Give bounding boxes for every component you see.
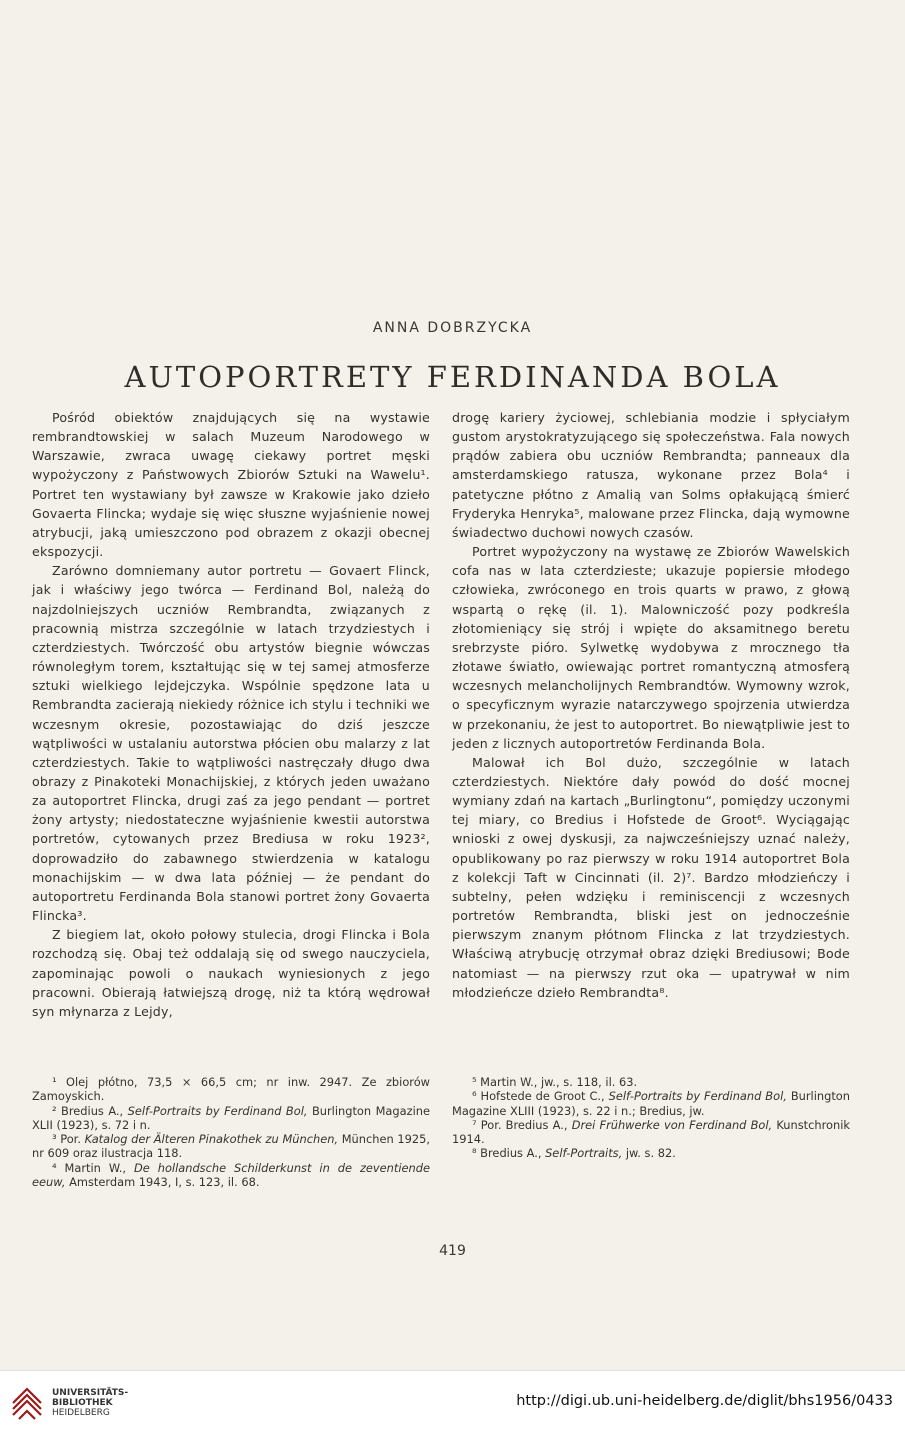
footnote: ⁷ Por. Bredius A., Drei Frühwerke von Ferdinand Bol, Kunstchronik 1914. <box>452 1117 850 1147</box>
body-column-right <box>452 408 850 1002</box>
footnote: ⁴ Martin W., De hollandsche Schilderkunst in de zeventiende eeuw, Amsterdam 1943, I, s. 123, il. 68. <box>32 1160 431 1190</box>
library-footer <box>0 1370 905 1437</box>
footnote: ⁶ Hofstede de Groot C., Self-Portraits by Ferdinand Bol, Burlington Magazine XLIII (1923), s. 22 i n.; Bredius, jw. <box>452 1089 850 1118</box>
footnote: ³ Por. Katalog der Älteren Pinakothek zu München, München 1925, nr 609 oraz ilustracja 118. <box>32 1132 430 1161</box>
paragraph: drogę kariery życiowej, schlebiania modzie i spłyciałym gustom arystokratyzującego się społeczeństwa. Fala nowych prądów zabiera obu uczniów Rembrandta; panneaux dla amsterdamskiego ratusza, wykonane przez Bola⁴ i patetyczne płótno z Amalią van Solms opłakującą śmierć Fryderyka Henryka⁵, malowane przez Flincka, dają wymowne świadectwo duchowi nowych czasów. <box>452 410 850 540</box>
page-number: 419 <box>439 1243 466 1259</box>
footnote: ¹ Olej płótno, 73,5 × 66,5 cm; nr inw. 2947. Ze zbiorów Zamoyskich. <box>32 1075 430 1104</box>
library-name[interactable] <box>52 1388 128 1418</box>
library-name-line: HEIDELBERG <box>52 1408 110 1418</box>
university-library-logo-icon[interactable] <box>10 1381 44 1421</box>
body-column-left <box>32 408 430 1021</box>
article-author: ANNA DOBRZYCKA <box>372 320 533 336</box>
paragraph: Zarówno domniemany autor portretu — Govaert Flinck, jak i właściwy jego twórca — Ferdinand Bol, należą do najzdolniejszych uczniów Rembrandta, związanych z pracownią mistrza szczególnie w latach trzydziestych i czterdziestych. Twórczość obu artystów biegnie wówczas równoległym torem, kształtując się w tej samej atmosferze sztuki wielkiego lejdejczyka. Wspólnie spędzone lata u Rembrandta zacierają niekiedy różnice ich stylu i techniki we wczesnym okresie, pozostawiając do dziś jeszcze wątpliwości w ustalaniu autorstwa płócien obu malarzy z lat czterdziestych. Takie to wątpliwości nastręczały długo dwa obrazy z Pinakoteki Monachijskiej, z których jeden uważano za autoportret Flincka, drugi zaś za jego pendant — portret żony artysty; niedostateczne wyjaśnienie kwestii autorstwa portretów, cytowanych przez Brediusa w roku 1923², doprowadziło do zabawnego stwierdzenia w katalogu monachijskim — w dwa lata później — że pendant do autoportretu Ferdinanda Bola stanowi portret żony Govaerta Flincka³. <box>32 563 430 924</box>
footnotes-right <box>452 1075 850 1161</box>
permalink-url[interactable]: http://digi.ub.uni-heidelberg.de/diglit/bhs1956/0433 <box>516 1393 893 1409</box>
paragraph: Z biegiem lat, około połowy stulecia, drogi Flincka i Bola rozchodzą się. Obaj też oddalają się od swego nauczyciela, zapominając powoli o naukach wyniesionych z jego pracowni. Obierają łatwiejszą drogę, niż ta którą wędrował syn młynarza z Lejdy, <box>32 927 430 1019</box>
article-title: AUTOPORTRETY FERDINANDA BOLA <box>124 360 781 394</box>
paragraph: Malował ich Bol dużo, szczególnie w latach czterdziestych. Niektóre dały powód do dość mocnej wymiany zdań na kartach „Burlingtonu“, pomiędzy uczonymi tej miary, co Bredius i Hofstede de Groot⁶. Wyciągając wnioski z owej dyskusji, za najwcześniejszy uznać należy, opublikowany po raz pierwszy w roku 1914 autoportret Bola z kolekcji Taft w Cincinnati (il. 2)⁷. Bardzo młodzieńczy i subtelny, pełen wdzięku i reminiscencji z wczesnych portretów Rembrandta, bliski jest on jednocześnie pierwszym znanym płótnom Flincka z lat trzydziestych. Właściwą atrybucję otrzymał obraz dzięki Brediusowi; Bode natomiast — na pierwszy rzut oka — upatrywał w nim młodzieńcze dzieło Rembrandta⁸. <box>452 754 850 1000</box>
library-name-line: BIBLIOTHEK <box>52 1398 113 1408</box>
footnotes-left <box>32 1075 430 1189</box>
paragraph: Portret wypożyczony na wystawę ze Zbiorów Wawelskich cofa nas w lata czterdzieste; ukazuje popiersie młodego człowieka, zwróconego en trois quarts w prawo, z głową wspartą o rękę (il. 1). Malowniczość pozy podkreśla złotomieniący się strój i wpięte do aksamitnego beretu srebrzyste pióro. Sylwetkę wydobywa z mrocznego tła złotawe światło, owiewając portret romantyczną atmosferą wczesnych melancholijnych Rembrandtów. Wymowny wzrok, o specyficznym wyrazie natarczywego spojrzenia utwierdza w przekonaniu, że jest to autoportret. Bo niewątpliwie jest to jeden z licznych autoportretów Ferdinanda Bola. <box>452 544 850 751</box>
footnote: ⁵ Martin W., jw., s. 118, il. 63. <box>472 1075 638 1089</box>
library-name-line: UNIVERSITÄTS- <box>52 1388 129 1398</box>
paragraph: Pośród obiektów znajdujących się na wystawie rembrandtowskiej w salach Muzeum Narodowego w Warszawie, zwraca uwagę ciekawy portret męski wypożyczony z Państwowych Zbiorów Sztuki na Wawelu¹. Portret ten wystawiany był zawsze w Krakowie jako dzieło Govaerta Flincka; wydaje się więc słuszne wyjaśnienie nowej atrybucji, jaką umieszczono pod obrazem z okazji obecnej ekspozycji. <box>32 410 430 560</box>
footnote: ⁸ Bredius A., Self-Portraits, jw. s. 82. <box>472 1146 676 1161</box>
footnote: ² Bredius A., Self-Portraits by Ferdinand Bol, Burlington Magazine XLII (1923), s. 72 i n. <box>32 1103 430 1132</box>
